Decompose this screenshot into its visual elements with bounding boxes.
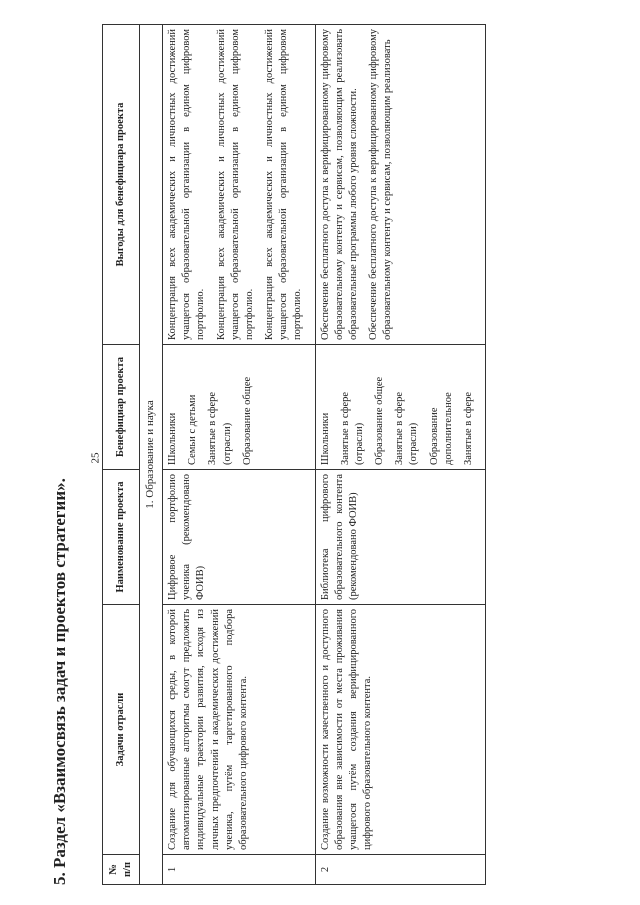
header-beneficiary: Бенефициар проекта: [103, 345, 140, 470]
benefit-item: Обеспечение бесплатного доступа к верифицированному цифровому образовательному контенту и сервисам, позволяющим реализовать: [368, 29, 394, 340]
beneficiary-item: Образование дополнительное: [428, 392, 454, 465]
row-num: 2: [315, 855, 486, 885]
beneficiary-item: Школьники: [167, 412, 178, 465]
row-project: Библиотека цифрового образовательного контента (рекомендовано ФОИВ): [315, 470, 486, 605]
rotated-content: [50, 15, 610, 885]
section-title: 5. Раздел «Взаимосвязь задач и проектов стратегии».: [50, 478, 69, 885]
strategy-table: [102, 24, 486, 885]
benefit-item: Концентрация всех академических и личностных достижений учащегося образовательной организации в едином цифровом портфолио.: [215, 29, 255, 340]
beneficiary-item: Образование общее: [374, 376, 386, 465]
sphere-row: [140, 25, 163, 885]
header-benefits: Выгоды для бенефициара проекта: [103, 25, 140, 345]
table-row: [163, 25, 316, 885]
sphere-label: 1. Образование и наука: [140, 25, 163, 885]
beneficiary-item: Школьники: [319, 412, 331, 465]
benefit-item: Концентрация всех академических и личностных достижений учащегося образовательной организации в едином цифровом портфолио.: [264, 29, 304, 340]
beneficiary-item: Занятые в сфере (отрасли): [339, 391, 365, 465]
benefit-item: Обеспечение бесплатного доступа к верифицированному цифровому образовательному контенту и сервисам, позволяющим реализовать образовательные программы любого уровня сложности.: [319, 29, 359, 340]
table-row: [315, 25, 486, 885]
row-benefits: [163, 25, 316, 345]
page-number: 25: [89, 452, 102, 464]
beneficiary-item: Образование общее: [241, 376, 253, 465]
benefit-item: Концентрация всех академических и личностных достижений учащегося образовательной организации в едином цифровом портфолио.: [167, 29, 207, 340]
row-project: Цифровое портфолио ученика (рекомендовано ФОИВ): [163, 470, 316, 605]
row-num: 1: [163, 855, 316, 885]
row-beneficiaries: [163, 345, 316, 470]
beneficiary-item: Занятые в сфере (отрасли): [207, 391, 233, 465]
beneficiary-item: Занятые в сфере: [462, 391, 474, 465]
header-task: Задачи отрасли: [103, 605, 140, 855]
beneficiary-item: Занятые в сфере (отрасли): [394, 391, 420, 465]
header-num: № п/п: [103, 855, 140, 885]
row-task: Создание возможности качественного и доступного образования вне зависимости от места проживания учащегося путём создания верифицированного цифрового образовательного контента.: [315, 605, 486, 855]
header-project: Наименование проекта: [103, 470, 140, 605]
beneficiary-item: Семьи с детьми: [187, 394, 199, 465]
row-benefits: [315, 25, 486, 345]
row-task: Создание для обучающихся среды, в которой автоматизированные алгоритмы смогут предложить индивидуальные траектории развития, исходя из личных предпочтений и академических достижений ученика, путём таргетированного подбора образовательного цифрового контента.: [163, 605, 316, 855]
table-header-row: [103, 25, 140, 885]
row-beneficiaries: [315, 345, 486, 470]
